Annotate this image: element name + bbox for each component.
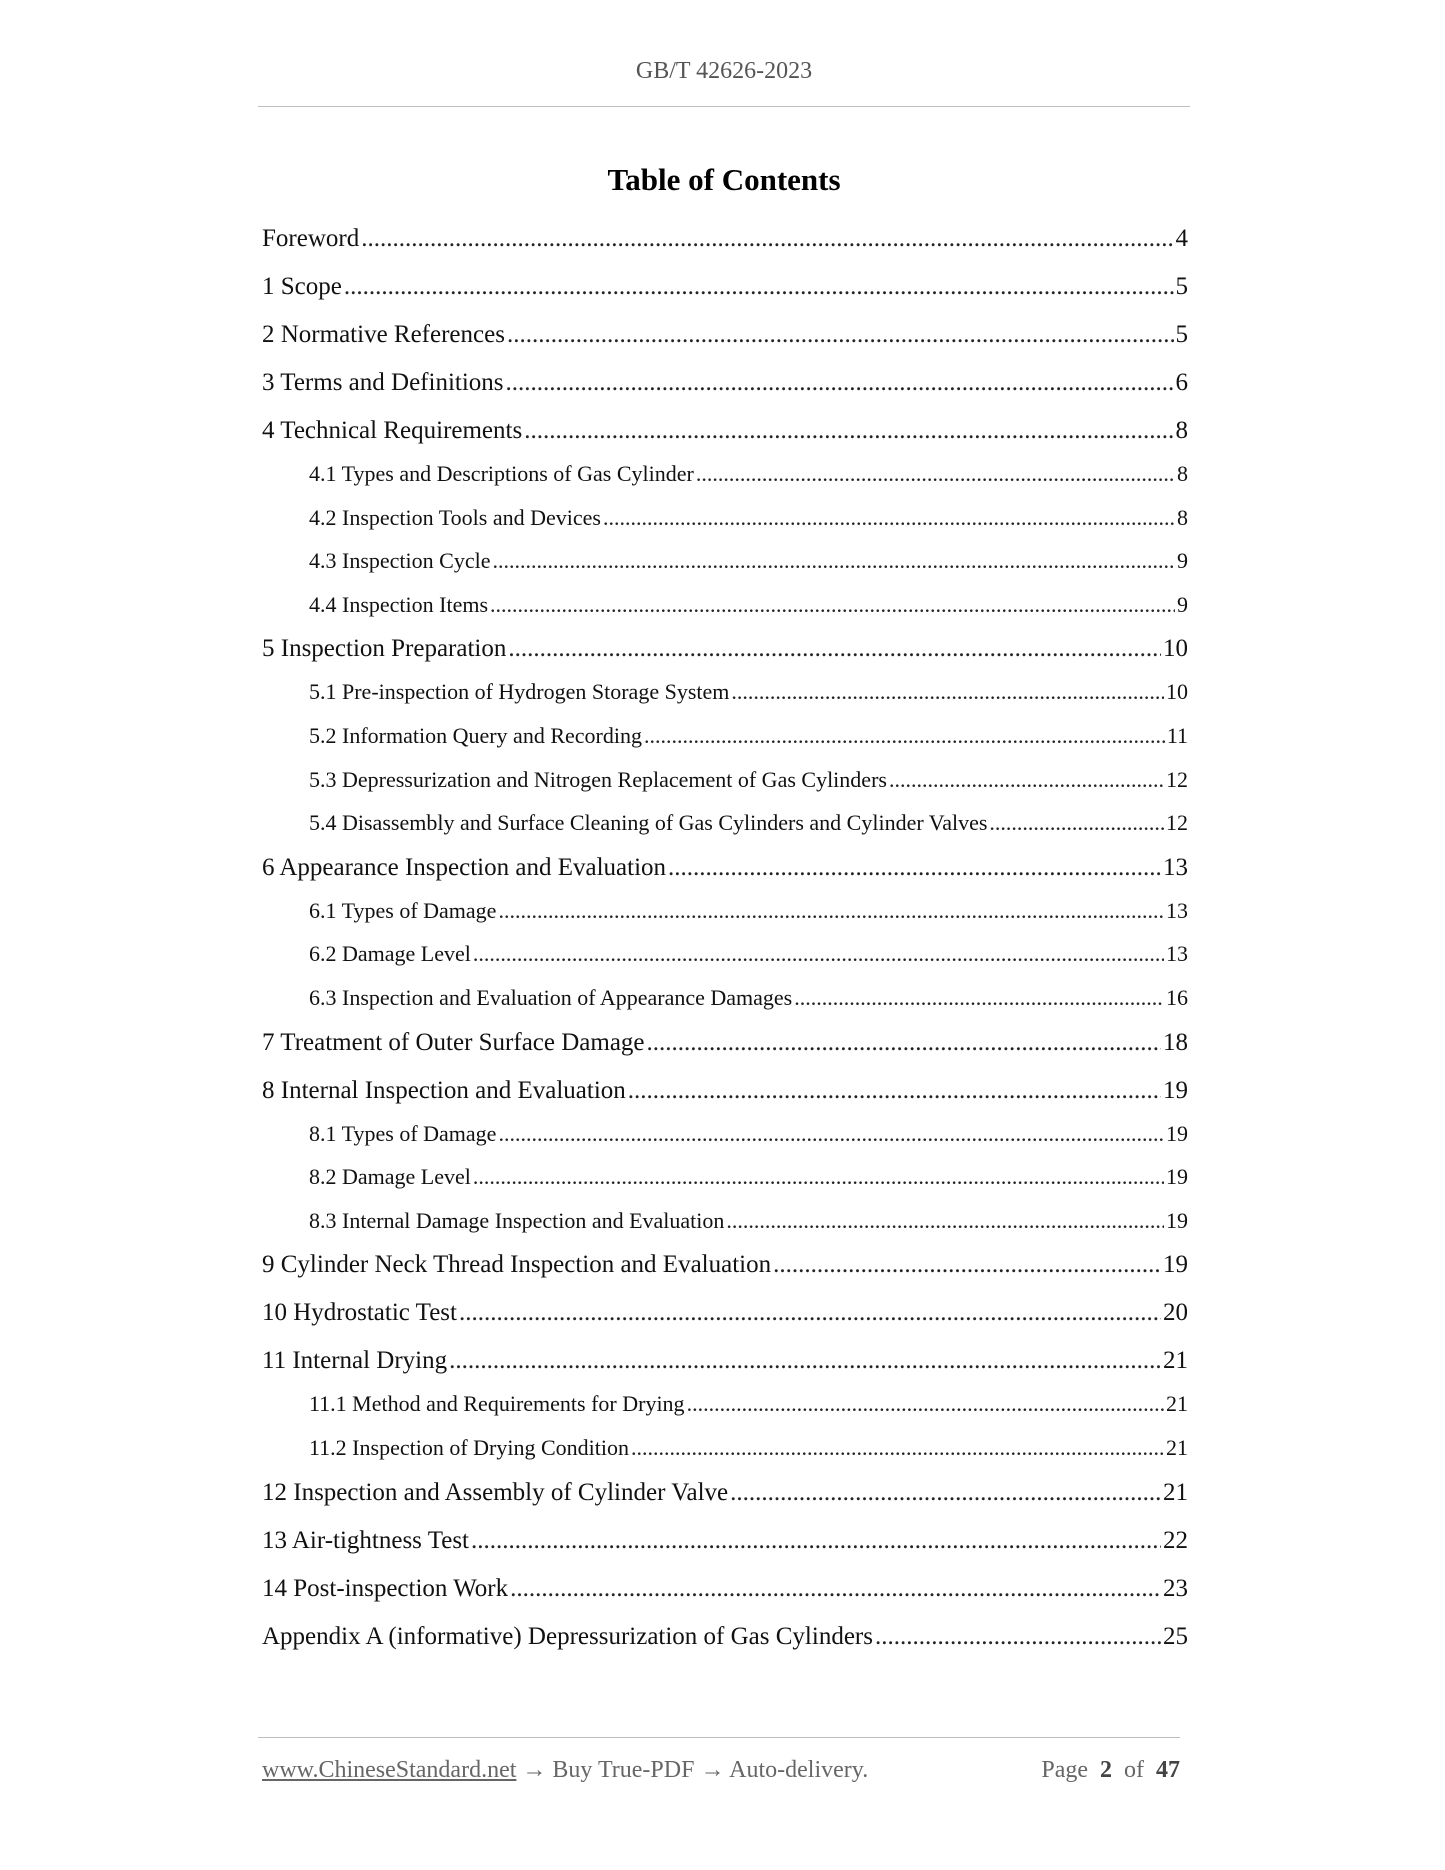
toc-entry-text: 11.2 Inspection of Drying Condition — [309, 1434, 629, 1460]
page-number — [1041, 1757, 1180, 1784]
toc-entry-text: 8.2 Damage Level — [309, 1164, 471, 1190]
toc-entry-text: 11.1 Method and Requirements for Drying — [309, 1391, 685, 1417]
toc-entry-page: 9 — [1177, 548, 1188, 574]
toc-entry-page: 19 — [1163, 1076, 1188, 1104]
toc-entry-page: 23 — [1163, 1574, 1188, 1602]
toc-entry-text: 10 Hydrostatic Test — [262, 1299, 457, 1327]
toc-entry-8-3[interactable] — [262, 1208, 1188, 1252]
toc-entry-text: 13 Air-tightness Test — [262, 1526, 470, 1554]
toc-title: Table of Contents — [607, 162, 841, 197]
toc-leader-dots — [668, 854, 1161, 882]
toc-leader-dots — [631, 1435, 1164, 1461]
toc-entry-text: 5.3 Depressurization and Nitrogen Replacement of Gas Cylinders — [309, 766, 887, 792]
toc-leader-dots — [361, 225, 1173, 253]
toc-leader-dots — [506, 369, 1174, 397]
toc-entry-text: 8.3 Internal Damage Inspection and Evaluation — [309, 1207, 725, 1233]
toc-entry-text: 5.1 Pre-inspection of Hydrogen Storage System — [309, 679, 730, 705]
footer-divider — [258, 1737, 1180, 1738]
buy-true-pdf-text: Buy True-PDF — [552, 1757, 695, 1783]
toc-entry-7[interactable] — [262, 1029, 1188, 1077]
toc-leader-dots — [524, 417, 1173, 445]
toc-leader-dots — [773, 1251, 1161, 1279]
toc-entry-14[interactable] — [262, 1575, 1188, 1623]
page-current: 2 — [1100, 1757, 1112, 1783]
toc-entry-text: 4.1 Types and Descriptions of Gas Cylinder — [309, 461, 694, 486]
toc-leader-dots — [473, 1164, 1164, 1190]
toc-leader-dots — [647, 1029, 1161, 1057]
site-link[interactable]: www.ChineseStandard.net — [262, 1757, 517, 1783]
toc-entry-6[interactable] — [262, 854, 1188, 902]
toc-entry-5[interactable] — [262, 635, 1188, 683]
toc-entry-page: 8 — [1175, 417, 1188, 444]
arrow-right-icon: → — [700, 1757, 725, 1783]
toc-leader-dots — [875, 1623, 1161, 1651]
toc-entry-4-4[interactable] — [262, 592, 1188, 636]
toc-leader-dots — [628, 1077, 1161, 1105]
toc-entry-page: 12 — [1166, 766, 1188, 792]
toc-entry-text: 12 Inspection and Assembly of Cylinder Valve — [262, 1478, 729, 1506]
toc-entry-text: 2 Normative References — [262, 321, 505, 348]
toc-leader-dots — [644, 723, 1165, 749]
toc-entry-text: 4 Technical Requirements — [262, 417, 523, 444]
toc-entry-page: 13 — [1166, 941, 1188, 967]
toc-entry-text: 9 Cylinder Neck Thread Inspection and Evaluation — [262, 1251, 772, 1279]
header-divider — [258, 106, 1190, 107]
toc-entry-2[interactable] — [262, 321, 1188, 369]
toc-entry-foreword[interactable] — [262, 225, 1188, 273]
toc-entry-text: 4.3 Inspection Cycle — [309, 548, 491, 574]
toc-entry-text: 6.2 Damage Level — [309, 941, 471, 967]
toc-entry-page: 11 — [1166, 722, 1188, 748]
toc-entry-page: 25 — [1163, 1622, 1188, 1650]
toc-entry-6-2[interactable] — [262, 941, 1188, 985]
toc-entry-4-1[interactable] — [262, 461, 1188, 505]
toc-entry-page: 19 — [1166, 1164, 1188, 1190]
toc-entry-8-2[interactable] — [262, 1164, 1188, 1208]
toc-entry-text: 3 Terms and Definitions — [262, 369, 504, 396]
toc-entry-5-3[interactable] — [262, 767, 1188, 811]
toc-entry-page: 21 — [1166, 1434, 1188, 1460]
footer-promo — [262, 1757, 868, 1784]
toc-entry-page: 18 — [1163, 1028, 1188, 1056]
toc-leader-dots — [459, 1299, 1161, 1327]
toc-entry-page: 10 — [1163, 635, 1188, 663]
toc-leader-dots — [889, 767, 1164, 793]
toc-entry-6-3[interactable] — [262, 985, 1188, 1029]
page-label: Page — [1041, 1757, 1088, 1783]
toc-entry-text: 5 Inspection Preparation — [262, 635, 507, 663]
toc-leader-dots — [726, 1208, 1164, 1234]
toc-leader-dots — [471, 1527, 1161, 1555]
toc-leader-dots — [730, 1479, 1161, 1507]
toc-leader-dots — [603, 505, 1175, 531]
toc-entry-11-1[interactable] — [262, 1391, 1188, 1435]
toc-entry-page: 13 — [1163, 853, 1188, 881]
toc-entry-page: 21 — [1163, 1478, 1188, 1506]
toc-entry-page: 19 — [1163, 1251, 1188, 1279]
toc-leader-dots — [507, 321, 1174, 349]
toc-entry-text: 6.1 Types of Damage — [309, 897, 497, 923]
toc-entry-page: 8 — [1177, 504, 1188, 530]
toc-leader-dots — [794, 985, 1164, 1011]
toc-leader-dots — [344, 273, 1174, 301]
toc-leader-dots — [498, 1121, 1164, 1147]
toc-entry-page: 5 — [1175, 321, 1188, 348]
toc-entry-1[interactable] — [262, 273, 1188, 321]
toc-entry-9[interactable] — [262, 1251, 1188, 1299]
toc-entry-text: 4.4 Inspection Items — [309, 591, 489, 617]
toc-entry-page: 21 — [1163, 1347, 1188, 1375]
toc-leader-dots — [473, 941, 1164, 967]
toc-entry-page: 19 — [1166, 1120, 1188, 1146]
toc-entry-text: 5.2 Information Query and Recording — [309, 722, 642, 748]
toc-entry-page: 13 — [1166, 897, 1188, 923]
page-total: 47 — [1156, 1757, 1180, 1783]
toc-entry-3[interactable] — [262, 369, 1188, 417]
document-header: GB/T 42626-2023 — [635, 58, 813, 84]
toc-leader-dots — [696, 461, 1175, 487]
toc-leader-dots — [449, 1347, 1161, 1375]
toc-entry-text: 11 Internal Drying — [262, 1347, 448, 1375]
toc-entry-page: 12 — [1166, 810, 1188, 836]
page-of-label: of — [1124, 1757, 1144, 1783]
toc-entry-8-1[interactable] — [262, 1121, 1188, 1165]
toc-entry-text: 5.4 Disassembly and Surface Cleaning of Gas Cylinders and Cylinder Valves — [309, 810, 988, 836]
auto-delivery-text: Auto-delivery. — [729, 1757, 869, 1783]
toc-entry-page: 9 — [1177, 591, 1188, 617]
toc-entry-page: 16 — [1166, 984, 1188, 1010]
toc-entry-page: 21 — [1166, 1391, 1188, 1417]
toc-entry-page: 10 — [1166, 679, 1188, 705]
toc-entry-4[interactable] — [262, 417, 1188, 465]
toc-entry-8[interactable] — [262, 1077, 1188, 1125]
toc-entry-5-2[interactable] — [262, 723, 1188, 767]
toc-list — [262, 225, 1188, 1671]
toc-entry-page: 22 — [1163, 1526, 1188, 1554]
toc-entry-5-1[interactable] — [262, 679, 1188, 723]
arrow-right-icon: → — [522, 1757, 547, 1783]
toc-entry-text: 7 Treatment of Outer Surface Damage — [262, 1028, 645, 1056]
toc-entry-text: Appendix A (informative) Depressurization of Gas Cylinders — [262, 1622, 873, 1650]
toc-entry-12[interactable] — [262, 1479, 1188, 1527]
toc-entry-4-3[interactable] — [262, 548, 1188, 592]
toc-leader-dots — [492, 548, 1175, 574]
toc-entry-text: 6 Appearance Inspection and Evaluation — [262, 853, 667, 881]
toc-entry-11[interactable] — [262, 1347, 1188, 1395]
toc-entry-text: 4.2 Inspection Tools and Devices — [309, 504, 601, 530]
toc-leader-dots — [508, 635, 1161, 663]
toc-leader-dots — [510, 1575, 1161, 1603]
toc-entry-6-1[interactable] — [262, 898, 1188, 942]
toc-entry-11-2[interactable] — [262, 1435, 1188, 1479]
toc-leader-dots — [989, 810, 1164, 836]
toc-entry-text: 8 Internal Inspection and Evaluation — [262, 1076, 626, 1104]
toc-entry-10[interactable] — [262, 1299, 1188, 1347]
toc-entry-13[interactable] — [262, 1527, 1188, 1575]
toc-leader-dots — [687, 1391, 1164, 1417]
toc-entry-page: 4 — [1175, 225, 1188, 252]
toc-entry-text: Foreword — [262, 225, 360, 252]
toc-entry-page: 20 — [1163, 1299, 1188, 1327]
toc-entry-page: 5 — [1175, 273, 1188, 300]
toc-entry-text: 6.3 Inspection and Evaluation of Appearance Damages — [309, 984, 793, 1010]
toc-leader-dots — [498, 898, 1164, 924]
toc-entry-text: 14 Post-inspection Work — [262, 1574, 509, 1602]
toc-entry-page: 8 — [1177, 461, 1188, 486]
toc-entry-text: 1 Scope — [262, 273, 342, 300]
toc-entry-5-4[interactable] — [262, 810, 1188, 854]
toc-entry-page: 19 — [1166, 1207, 1188, 1233]
toc-entry-appendix-a[interactable] — [262, 1623, 1188, 1671]
toc-leader-dots — [731, 679, 1164, 705]
toc-leader-dots — [490, 592, 1175, 618]
toc-entry-4-2[interactable] — [262, 505, 1188, 549]
toc-entry-text: 8.1 Types of Damage — [309, 1120, 497, 1146]
toc-entry-page: 6 — [1175, 369, 1188, 396]
